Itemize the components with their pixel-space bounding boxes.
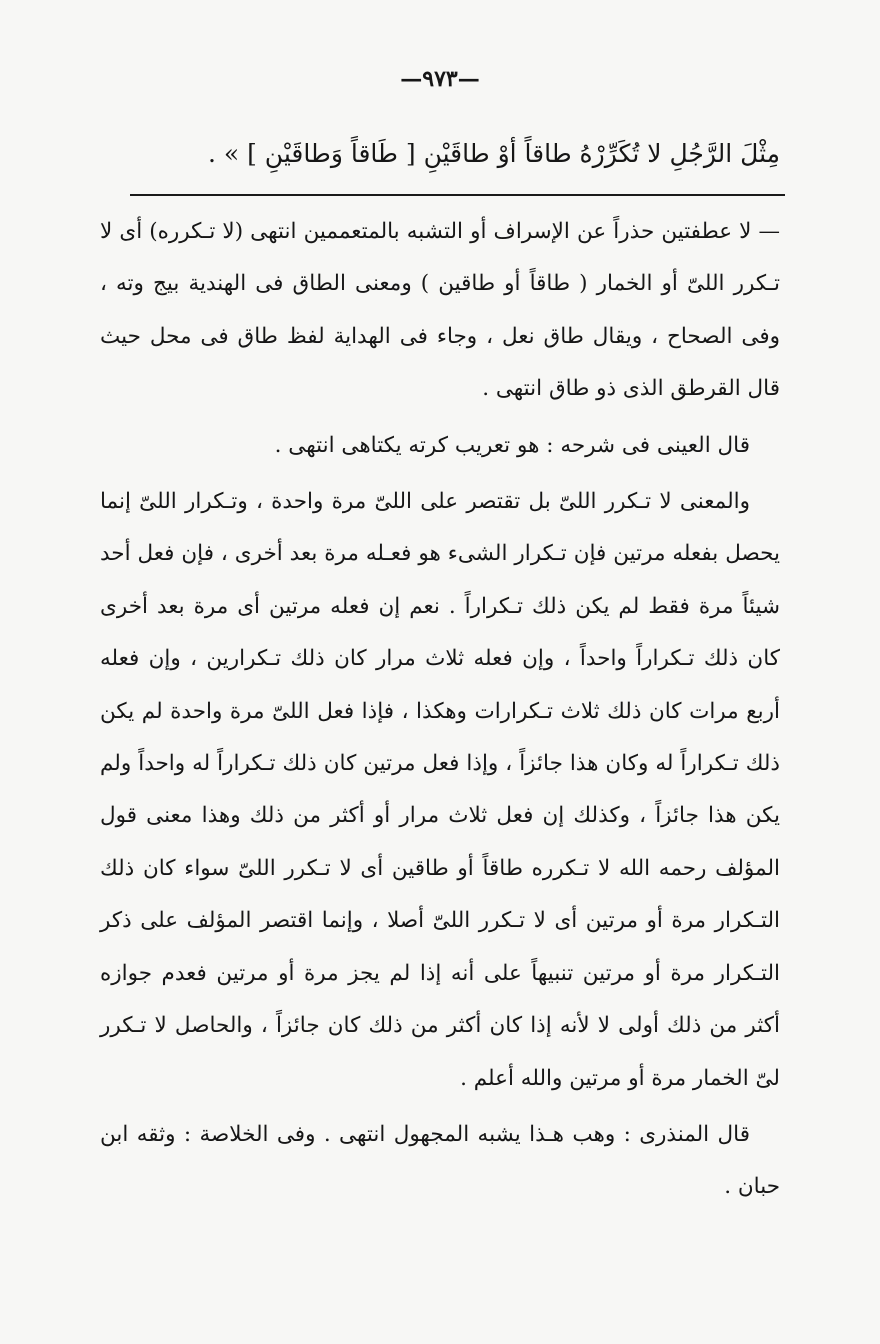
commentary-paragraph-3: والمعنى لا تـكرر اللىّ بل تقتصر على اللىّ مرة واحدة ، وتـكرار اللىّ إنما يحصل بفعله مرتين فإن تـكرار الشىء هو فعـله مرة بعد أخرى ، فإن فعل أحد شيئاً مرة فقط لم يكن ذلك تـكراراً . نعم إن فعله مرتين أى مرة بعد أخرى كان ذلك تـكراراً واحداً ، وإن فعله ثلاث مرار كان ذلك تـكرارين ، وإن فعله أربع مرات كان ذلك ثلاث تـكرارات وهكذا ، فإذا فعل اللىّ مرة واحدة لم يكن ذلك تـكراراً له وكان هذا جائزاً ، وإذا فعل مرتين كان ذلك تـكراراً له واحداً ولم يكن هذا جائزاً ، وكذلك إن فعل ثلاث مرار أو أكثر من ذلك وهذا معنى قول المؤلف رحمه الله لا تـكرره طاقاً أو طاقين أى لا تـكرر اللىّ سواء كان ذلك التـكرار مرة أو مرتين أى لا تـكرر اللىّ أصلا ، وإنما اقتصر المؤلف على ذكر التـكرار مرة أو مرتين تنبيهاً على أنه إذا لم يجز مرة أو مرتين فعدم جوازه أكثر من ذلك أولى لا لأنه إذا كان أكثر من ذلك كان جائزاً ، والحاصل لا تـكرر لىّ الخمار مرة أو مرتين والله أعلم .: [100, 489, 780, 1091]
commentary-block: [100, 206, 780, 1214]
footnote-divider: [130, 194, 785, 196]
commentary-paragraph-2: قال العينى فى شرحه : هو تعريب كرته يكتاهى انتهى .: [274, 432, 750, 458]
hadith-text-line: مِثْلَ الرَّجُلِ لا تُكَرِّرْهُ طاقاً أوْ طاقَيْنِ [ طَاقاً وَطاقَيْنِ ] » .: [207, 139, 780, 168]
commentary-paragraph-1: — لا عطفتين حذراً عن الإسراف أو التشبه بالمتعممين انتهى (لا تـكرره) أى لا تـكرر اللىّ أو الخمار ( طاقاً أو طاقين ) ومعنى الطاق فى الهندية بيج وته ، وفى الصحاح ، ويقال طاق نعل ، وجاء فى الهداية لفظ طاق فى محل حيث قال القرطق الذى ذو طاق انتهى .: [100, 219, 780, 402]
page-number: —٩٧٣—: [400, 66, 480, 92]
commentary-paragraph-4: قال المنذرى : وهب هـذا يشبه المجهول انتهى . وفى الخلاصة : وثقه ابن حبان .: [100, 1121, 780, 1200]
